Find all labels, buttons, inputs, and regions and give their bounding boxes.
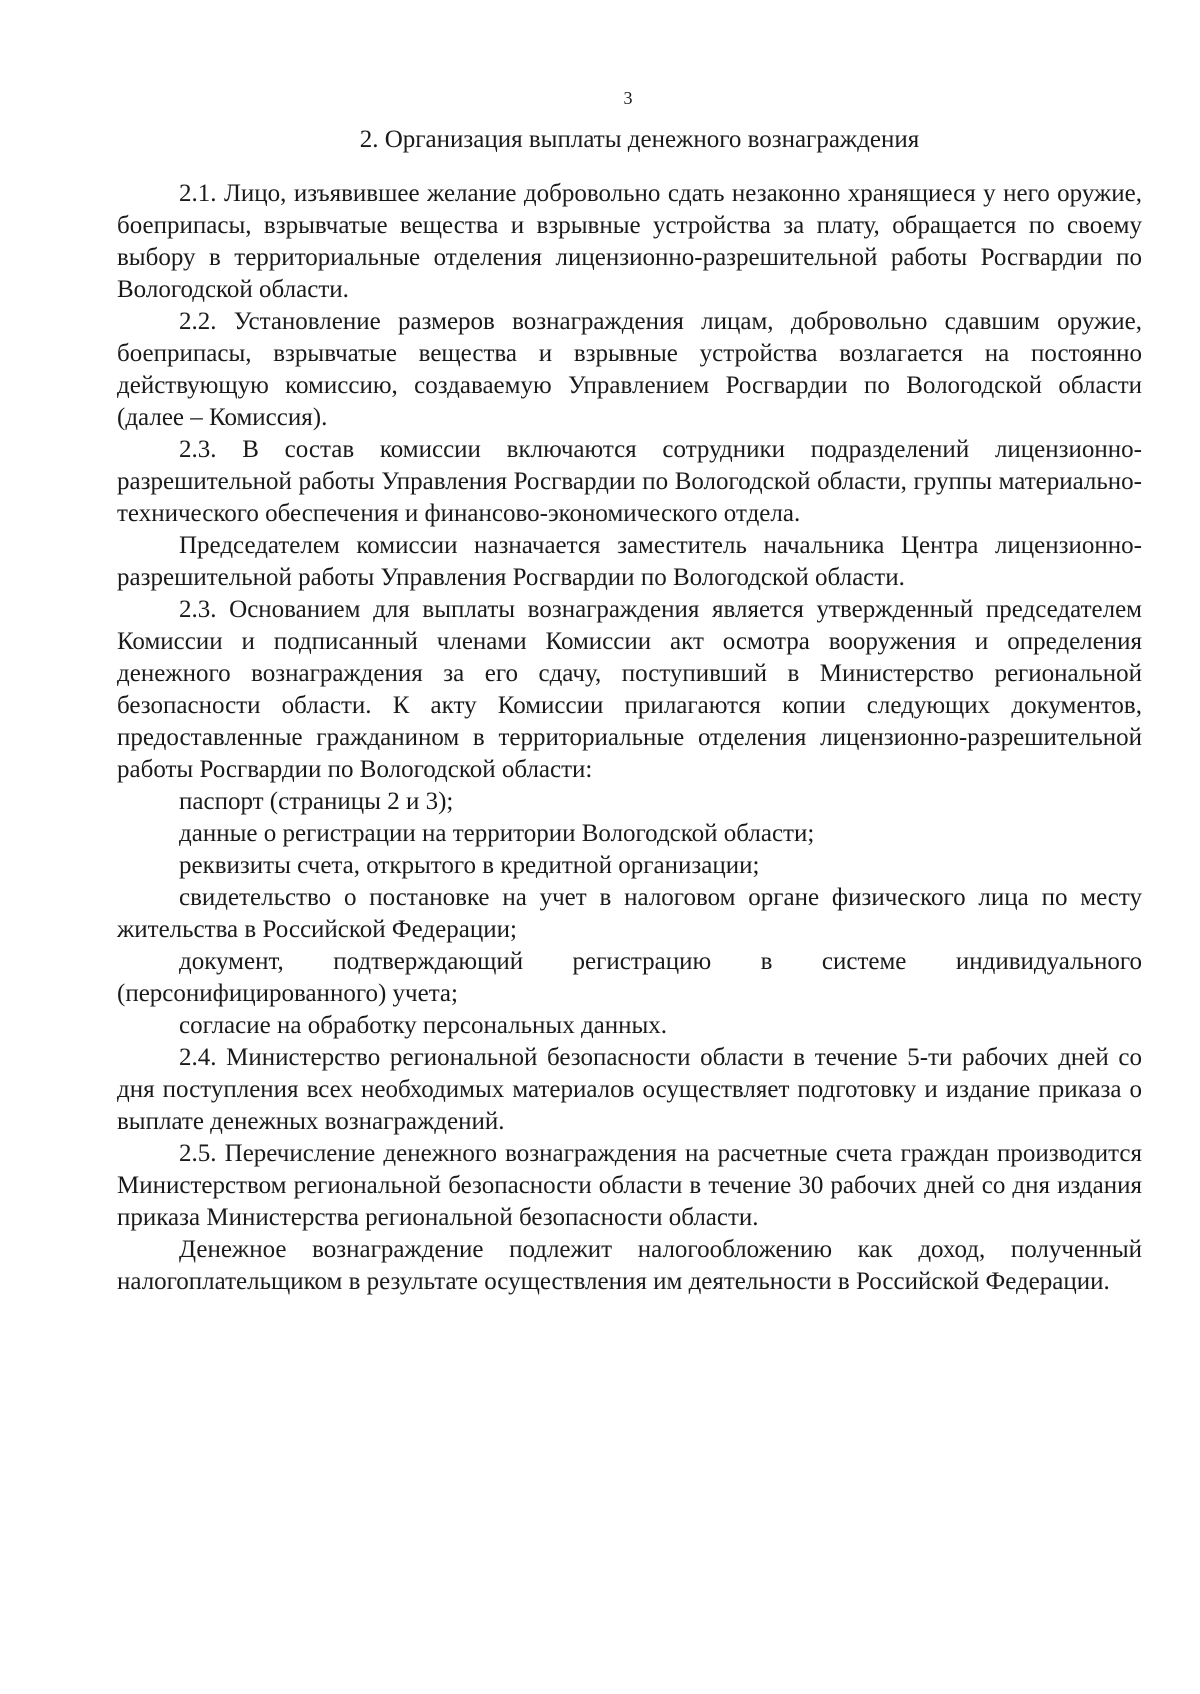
paragraph-2-5: 2.5. Перечисление денежного вознаграждения на расчетные счета граждан производится Министерством региональной безопасности области в течение 30 рабочих дней со дня издания приказа Министерства региональной безопасности области. bbox=[117, 1140, 1142, 1231]
paragraph-chairman: Председателем комиссии назначается заместитель начальника Центра лицензионно-разрешительной работы Управления Росгвардии по Вологодской области. bbox=[117, 532, 1142, 591]
list-item-snils: документ, подтверждающий регистрацию в системе индивидуального (персонифицированного) учета; bbox=[117, 948, 1142, 1007]
list-item-tax-certificate: свидетельство о постановке на учет в налоговом органе физического лица по месту жительства в Российской Федерации; bbox=[117, 884, 1142, 943]
section-title: 2. Организация выплаты денежного вознаграждения bbox=[359, 126, 920, 153]
document-body bbox=[117, 124, 1142, 1298]
paragraph-2-4: 2.4. Министерство региональной безопасности области в течение 5-ти рабочих дней со дня поступления всех необходимых материалов осуществляет подготовку и издание приказа о выплате денежных вознаграждений. bbox=[117, 1044, 1142, 1135]
list-item-bank-account: реквизиты счета, открытого в кредитной организации; bbox=[179, 852, 760, 879]
paragraph-2-2: 2.2. Установление размеров вознаграждения лицам, добровольно сдавшим оружие, боеприпасы, взрывчатые вещества и взрывные устройства возлагается на постоянно действующую комиссию, создаваемую Управлением Росгвардии по Вологодской области (далее – Комиссия). bbox=[117, 308, 1142, 431]
page-number: 3 bbox=[623, 88, 633, 108]
paragraph-taxation: Денежное вознаграждение подлежит налогообложению как доход, полученный налогоплательщиком в результате осуществления им деятельности в Российской Федерации. bbox=[117, 1236, 1142, 1295]
list-item-consent: согласие на обработку персональных данных. bbox=[179, 1012, 668, 1039]
list-item-registration: данные о регистрации на территории Вологодской области; bbox=[179, 820, 815, 847]
list-item-passport: паспорт (страницы 2 и 3); bbox=[179, 788, 454, 815]
paragraph-2-1: 2.1. Лицо, изъявившее желание добровольно сдать незаконно хранящиеся у него оружие, боеприпасы, взрывчатые вещества и взрывные устройства за плату, обращается по своему выбору в территориальные отделения лицензионно-разрешительной работы Росгвардии по Вологодской области. bbox=[117, 180, 1142, 303]
paragraph-2-3-basis: 2.3. Основанием для выплаты вознаграждения является утвержденный председателем Комиссии и подписанный членами Комиссии акт осмотра вооружения и определения денежного вознаграждения за его сдачу, поступивший в Министерство региональной безопасности области. К акту Комиссии прилагаются копии следующих документов, предоставленные гражданином в территориальные отделения лицензионно-разрешительной работы Росгвардии по Вологодской области: bbox=[117, 596, 1142, 783]
paragraph-2-3-composition: 2.3. В состав комиссии включаются сотрудники подразделений лицензионно-разрешительной работы Управления Росгвардии по Вологодской области, группы материально-технического обеспечения и финансово-экономического отдела. bbox=[117, 436, 1142, 527]
